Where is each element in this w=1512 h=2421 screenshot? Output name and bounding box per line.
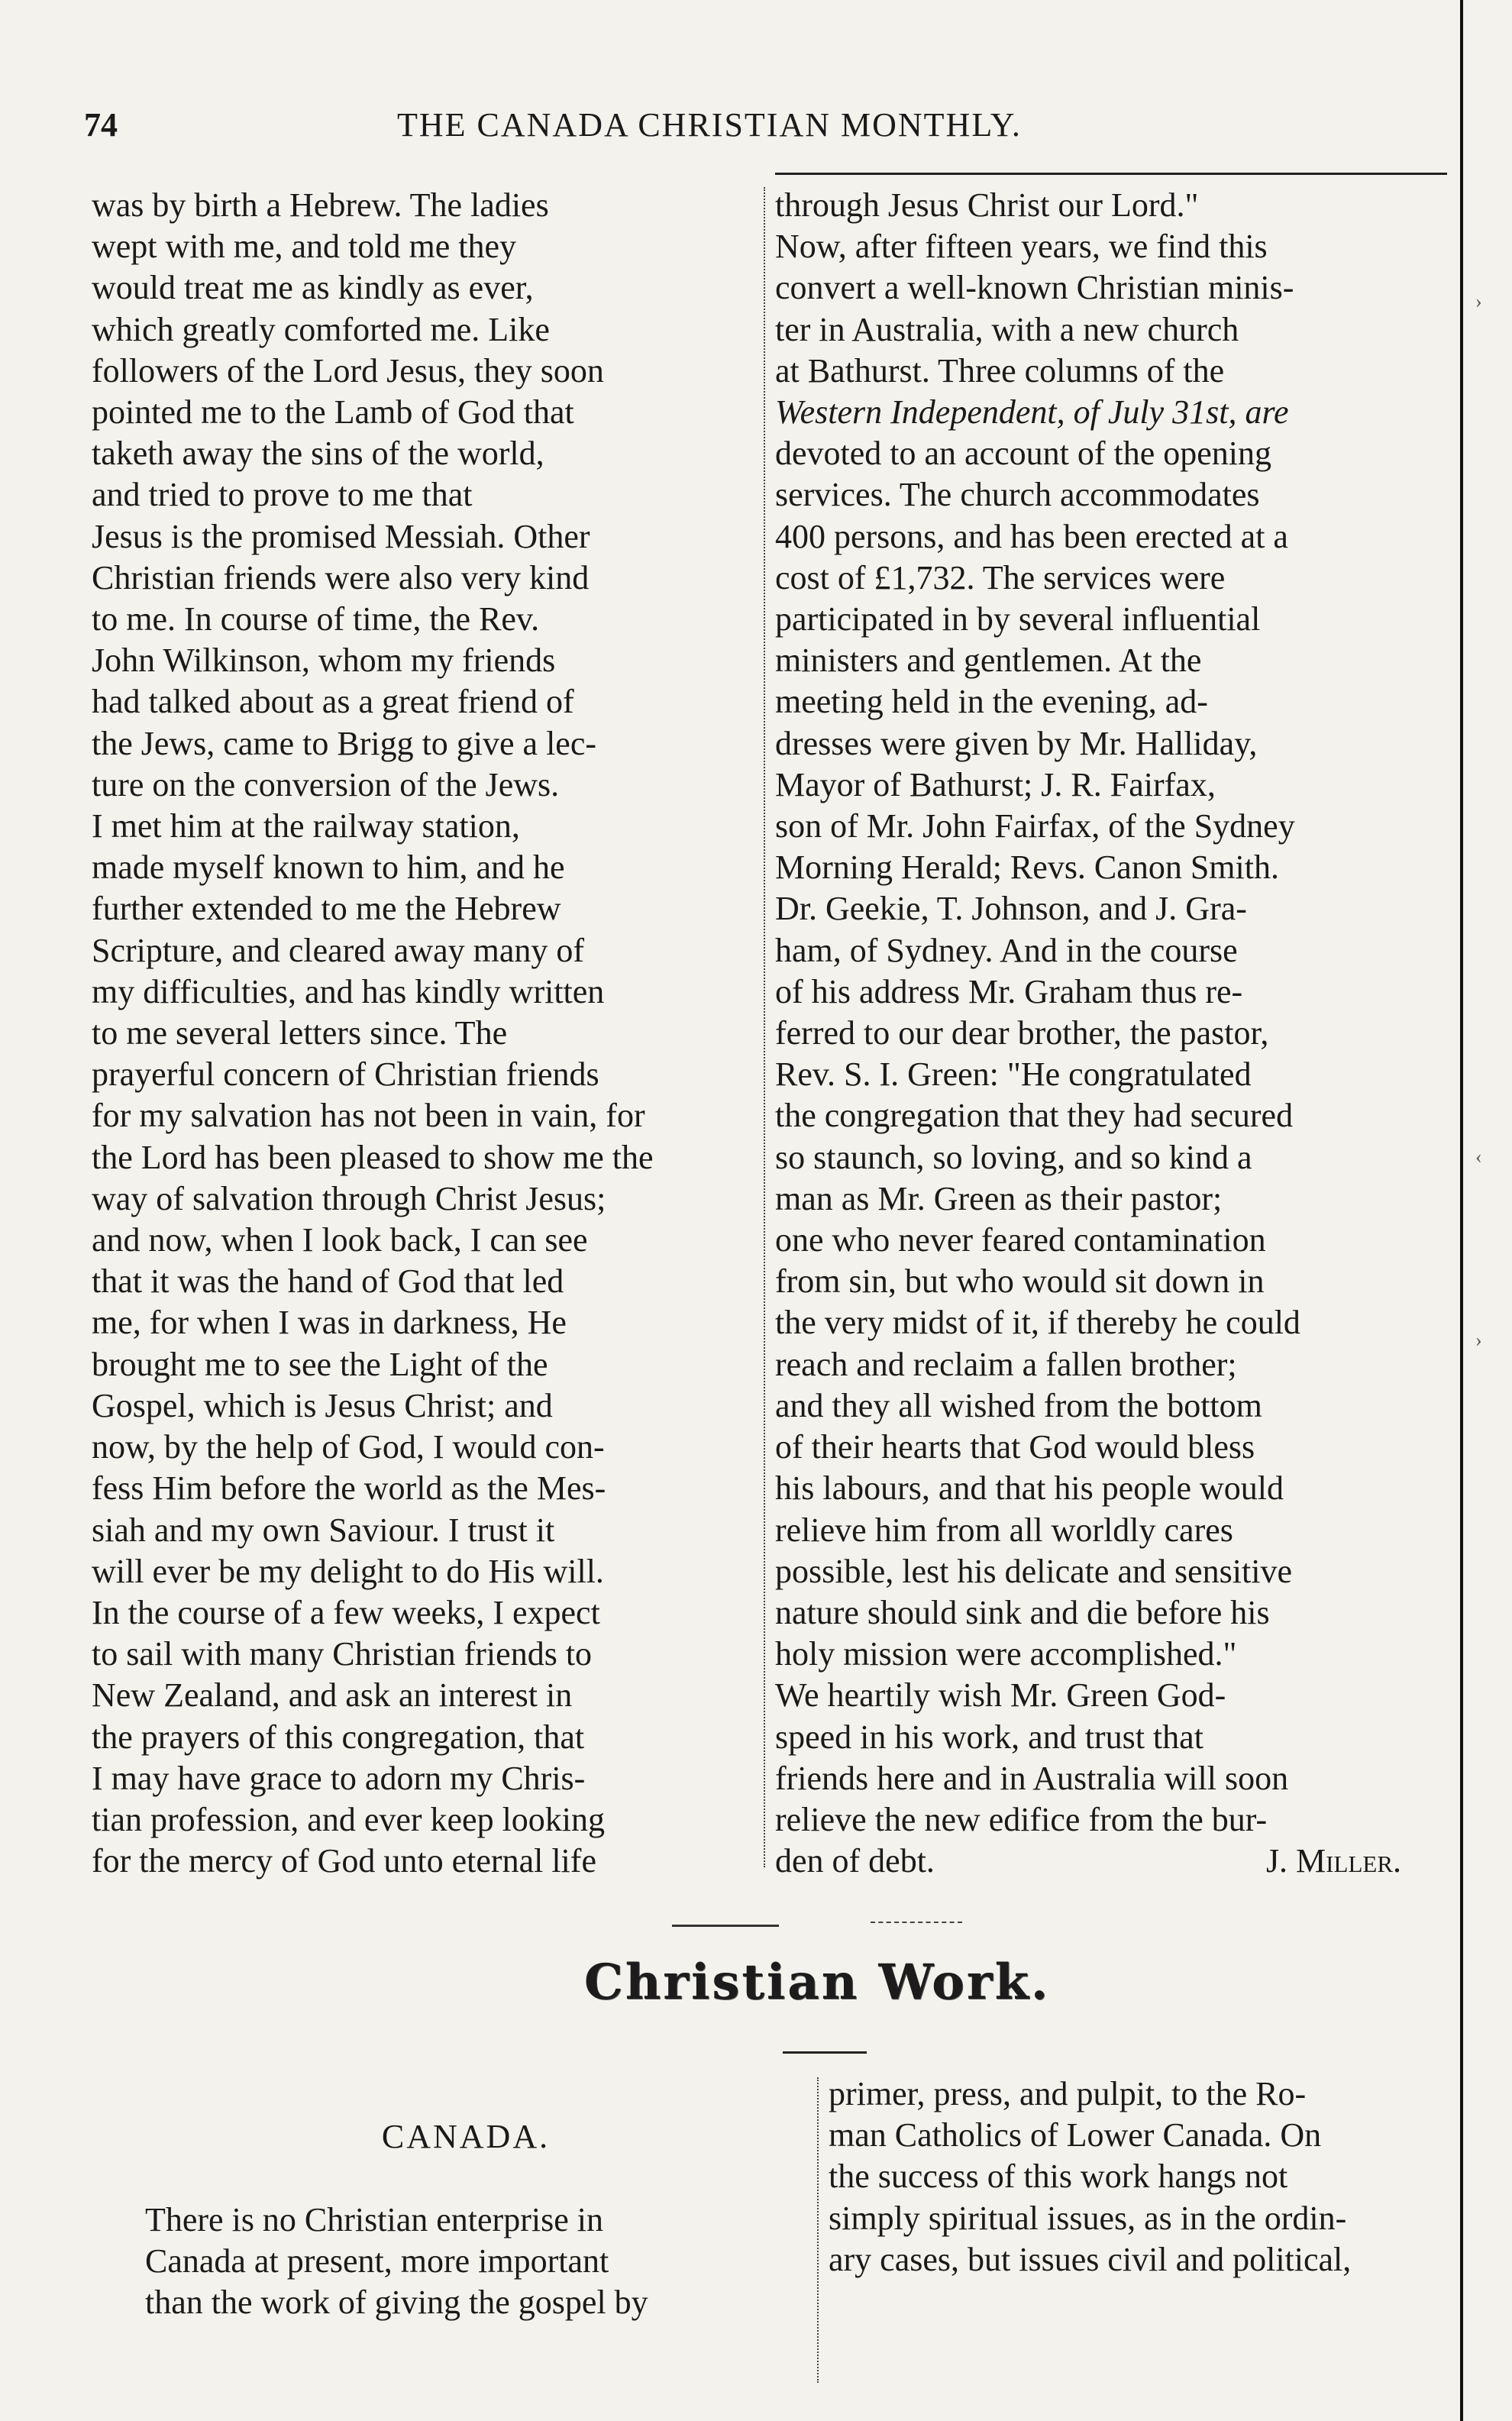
text-line: ary cases, but issues civil and political, — [829, 2240, 1352, 2278]
text-line: There is no Christian enterprise in — [145, 2201, 603, 2238]
heading-rule — [783, 2051, 867, 2054]
text-line: Jesus is the promised Messiah. Other — [92, 517, 590, 555]
left-column — [92, 185, 756, 1882]
right-column — [775, 185, 1447, 1882]
text-line: I met him at the railway station, — [92, 807, 520, 845]
text-line: Rev. S. I. Green: "He congratulated — [775, 1055, 1252, 1094]
page-number: 74 — [84, 106, 118, 144]
text-line: reach and reclaim a fallen brother; — [775, 1345, 1237, 1383]
text-line: the Lord has been pleased to show me the — [92, 1138, 654, 1176]
text-line: ham, of Sydney. And in the course — [775, 931, 1238, 969]
edge-mark-3: › — [1475, 1329, 1482, 1351]
text-line: ferred to our dear brother, the pastor, — [775, 1014, 1269, 1052]
text-line: so staunch, so loving, and so kind a — [775, 1138, 1252, 1176]
text-line: Morning Herald; Revs. Canon Smith. — [775, 848, 1279, 887]
text-line: In the course of a few weeks, I expect — [92, 1593, 600, 1631]
text-line: convert a well-known Christian minis- — [775, 269, 1294, 307]
subsection-title: CANADA. — [381, 2118, 551, 2155]
text-line: followers of the Lord Jesus, they soon — [92, 351, 604, 389]
text-line: dresses were given by Mr. Halliday, — [775, 724, 1258, 762]
text-line: man as Mr. Green as their pastor; — [775, 1179, 1223, 1217]
text-line: Now, after fifteen years, we find this — [775, 228, 1268, 266]
text-line: his labours, and that his people would — [775, 1469, 1284, 1508]
text-line: my difficulties, and has kindly written — [92, 972, 605, 1010]
column-divider — [764, 187, 765, 1867]
text-line: cost of £1,732. The services were — [775, 558, 1226, 596]
text-line: friends here and in Australia will soon — [775, 1759, 1289, 1797]
text-line: made myself known to him, and he — [92, 848, 565, 887]
text-line: New Zealand, and ask an interest in — [92, 1676, 573, 1715]
text-line: Dr. Geekie, T. Johnson, and J. Gra- — [775, 890, 1247, 928]
running-title: THE CANADA CHRISTIAN MONTHLY. — [397, 106, 1022, 144]
text-line: man Catholics of Lower Canada. On — [829, 2116, 1322, 2154]
text-line: ministers and gentlemen. At the — [775, 642, 1202, 680]
edge-mark-2: ‹ — [1475, 1146, 1482, 1168]
text-line: simply spiritual issues, as in the ordin- — [829, 2199, 1347, 2237]
text-line: me, for when I was in darkness, He — [92, 1304, 567, 1342]
text-line: and now, when I look back, I can see — [92, 1221, 588, 1259]
text-line: the very midst of it, if thereby he could — [775, 1304, 1300, 1342]
text-line: speed in his work, and trust that — [775, 1718, 1203, 1756]
text-line: the success of this work hangs not — [829, 2158, 1288, 2196]
text-line: the prayers of this congregation, that — [92, 1718, 585, 1756]
text-line: than the work of giving the gospel by — [145, 2284, 648, 2322]
author-signature: J. Miller. — [1265, 1842, 1401, 1880]
column-divider — [817, 2077, 819, 2383]
text-line: participated in by several influential — [775, 600, 1261, 638]
section-heading: Christian Work. — [583, 1954, 1051, 2011]
text-line: taketh away the sins of the world, — [92, 435, 544, 473]
text-line: for the mercy of God unto eternal life — [92, 1842, 596, 1880]
text-line: from sin, but who would sit down in — [775, 1262, 1265, 1301]
text-line: to sail with many Christian friends to — [92, 1635, 593, 1673]
text-line: I may have grace to adorn my Chris- — [92, 1759, 586, 1797]
text-line: Mayor of Bathurst; J. R. Fairfax, — [775, 765, 1216, 803]
text-line: brought me to see the Light of the — [92, 1345, 548, 1383]
text-line: meeting held in the evening, ad- — [775, 683, 1208, 721]
header-rule — [775, 173, 1447, 175]
text-line: pointed me to the Lamb of God that — [92, 393, 574, 432]
text-line: 400 persons, and has been erected at a — [775, 517, 1288, 555]
text-line: den of debt. — [775, 1842, 935, 1880]
lower-left-column — [145, 2200, 809, 2324]
text-line: was by birth a Hebrew. The ladies — [92, 186, 549, 224]
text-line: John Wilkinson, whom my friends — [92, 642, 556, 680]
text-line: through Jesus Christ our Lord." — [775, 186, 1199, 224]
text-line: further extended to me the Hebrew — [92, 890, 561, 928]
text-line: at Bathurst. Three columns of the — [775, 351, 1225, 389]
text-line: Western Independent, of July 31st, are — [775, 393, 1289, 432]
text-line: of their hearts that God would bless — [775, 1428, 1255, 1466]
text-line: relieve him from all worldly cares — [775, 1511, 1233, 1549]
text-line: the Jews, came to Brigg to give a lec- — [92, 724, 597, 762]
text-line: for my salvation has not been in vain, for — [92, 1097, 645, 1135]
text-line: nature should sink and die before his — [775, 1593, 1270, 1631]
text-line: possible, lest his delicate and sensitive — [775, 1552, 1292, 1590]
text-line: prayerful concern of Christian friends — [92, 1055, 599, 1094]
text-line: Christian friends were also very kind — [92, 558, 590, 596]
text-line: holy mission were accomplished." — [775, 1635, 1237, 1673]
section-separator-rule — [672, 1925, 779, 1927]
text-line: ture on the conversion of the Jews. — [92, 765, 560, 803]
text-line: which greatly comforted me. Like — [92, 310, 550, 348]
text-line: and tried to prove to me that — [92, 476, 473, 514]
text-line: son of Mr. John Fairfax, of the Sydney — [775, 807, 1295, 845]
closing-line — [775, 1841, 1447, 1882]
text-line: Canada at present, more important — [145, 2242, 609, 2280]
text-line: of his address Mr. Graham thus re- — [775, 972, 1243, 1010]
text-line: way of salvation through Christ Jesus; — [92, 1179, 606, 1217]
text-line: We heartily wish Mr. Green God- — [775, 1676, 1226, 1715]
text-line: will ever be my delight to do His will. — [92, 1552, 604, 1590]
text-line: one who never feared contamination — [775, 1221, 1266, 1259]
text-line: primer, press, and pulpit, to the Ro- — [829, 2075, 1307, 2112]
text-line: the congregation that they had secured — [775, 1097, 1294, 1135]
text-line: ter in Australia, with a new church — [775, 310, 1239, 348]
text-line: to me. In course of time, the Rev. — [92, 600, 540, 638]
text-line: and they all wished from the bottom — [775, 1386, 1262, 1424]
text-line: had talked about as a great friend of — [92, 683, 574, 721]
text-line: services. The church accommodates — [775, 476, 1260, 514]
text-line: Gospel, which is Jesus Christ; and — [92, 1386, 553, 1424]
text-line: that it was the hand of God that led — [92, 1262, 564, 1301]
text-line: to me several letters since. The — [92, 1014, 508, 1052]
lower-right-column — [829, 2074, 1485, 2280]
text-line: wept with me, and told me they — [92, 228, 516, 266]
edge-mark-1: › — [1475, 290, 1482, 312]
section-separator-rule-dashed — [871, 1922, 962, 1923]
text-line: siah and my own Saviour. I trust it — [92, 1511, 555, 1549]
text-line: relieve the new edifice from the bur- — [775, 1800, 1268, 1838]
binding-edge-line — [1460, 0, 1463, 2421]
text-line: would treat me as kindly as ever, — [92, 269, 534, 307]
text-line: Scripture, and cleared away many of — [92, 931, 585, 969]
text-line: now, by the help of God, I would con- — [92, 1428, 605, 1466]
text-line: tian profession, and ever keep looking — [92, 1800, 606, 1838]
text-line: fess Him before the world as the Mes- — [92, 1469, 606, 1508]
text-line: devoted to an account of the opening — [775, 435, 1272, 473]
